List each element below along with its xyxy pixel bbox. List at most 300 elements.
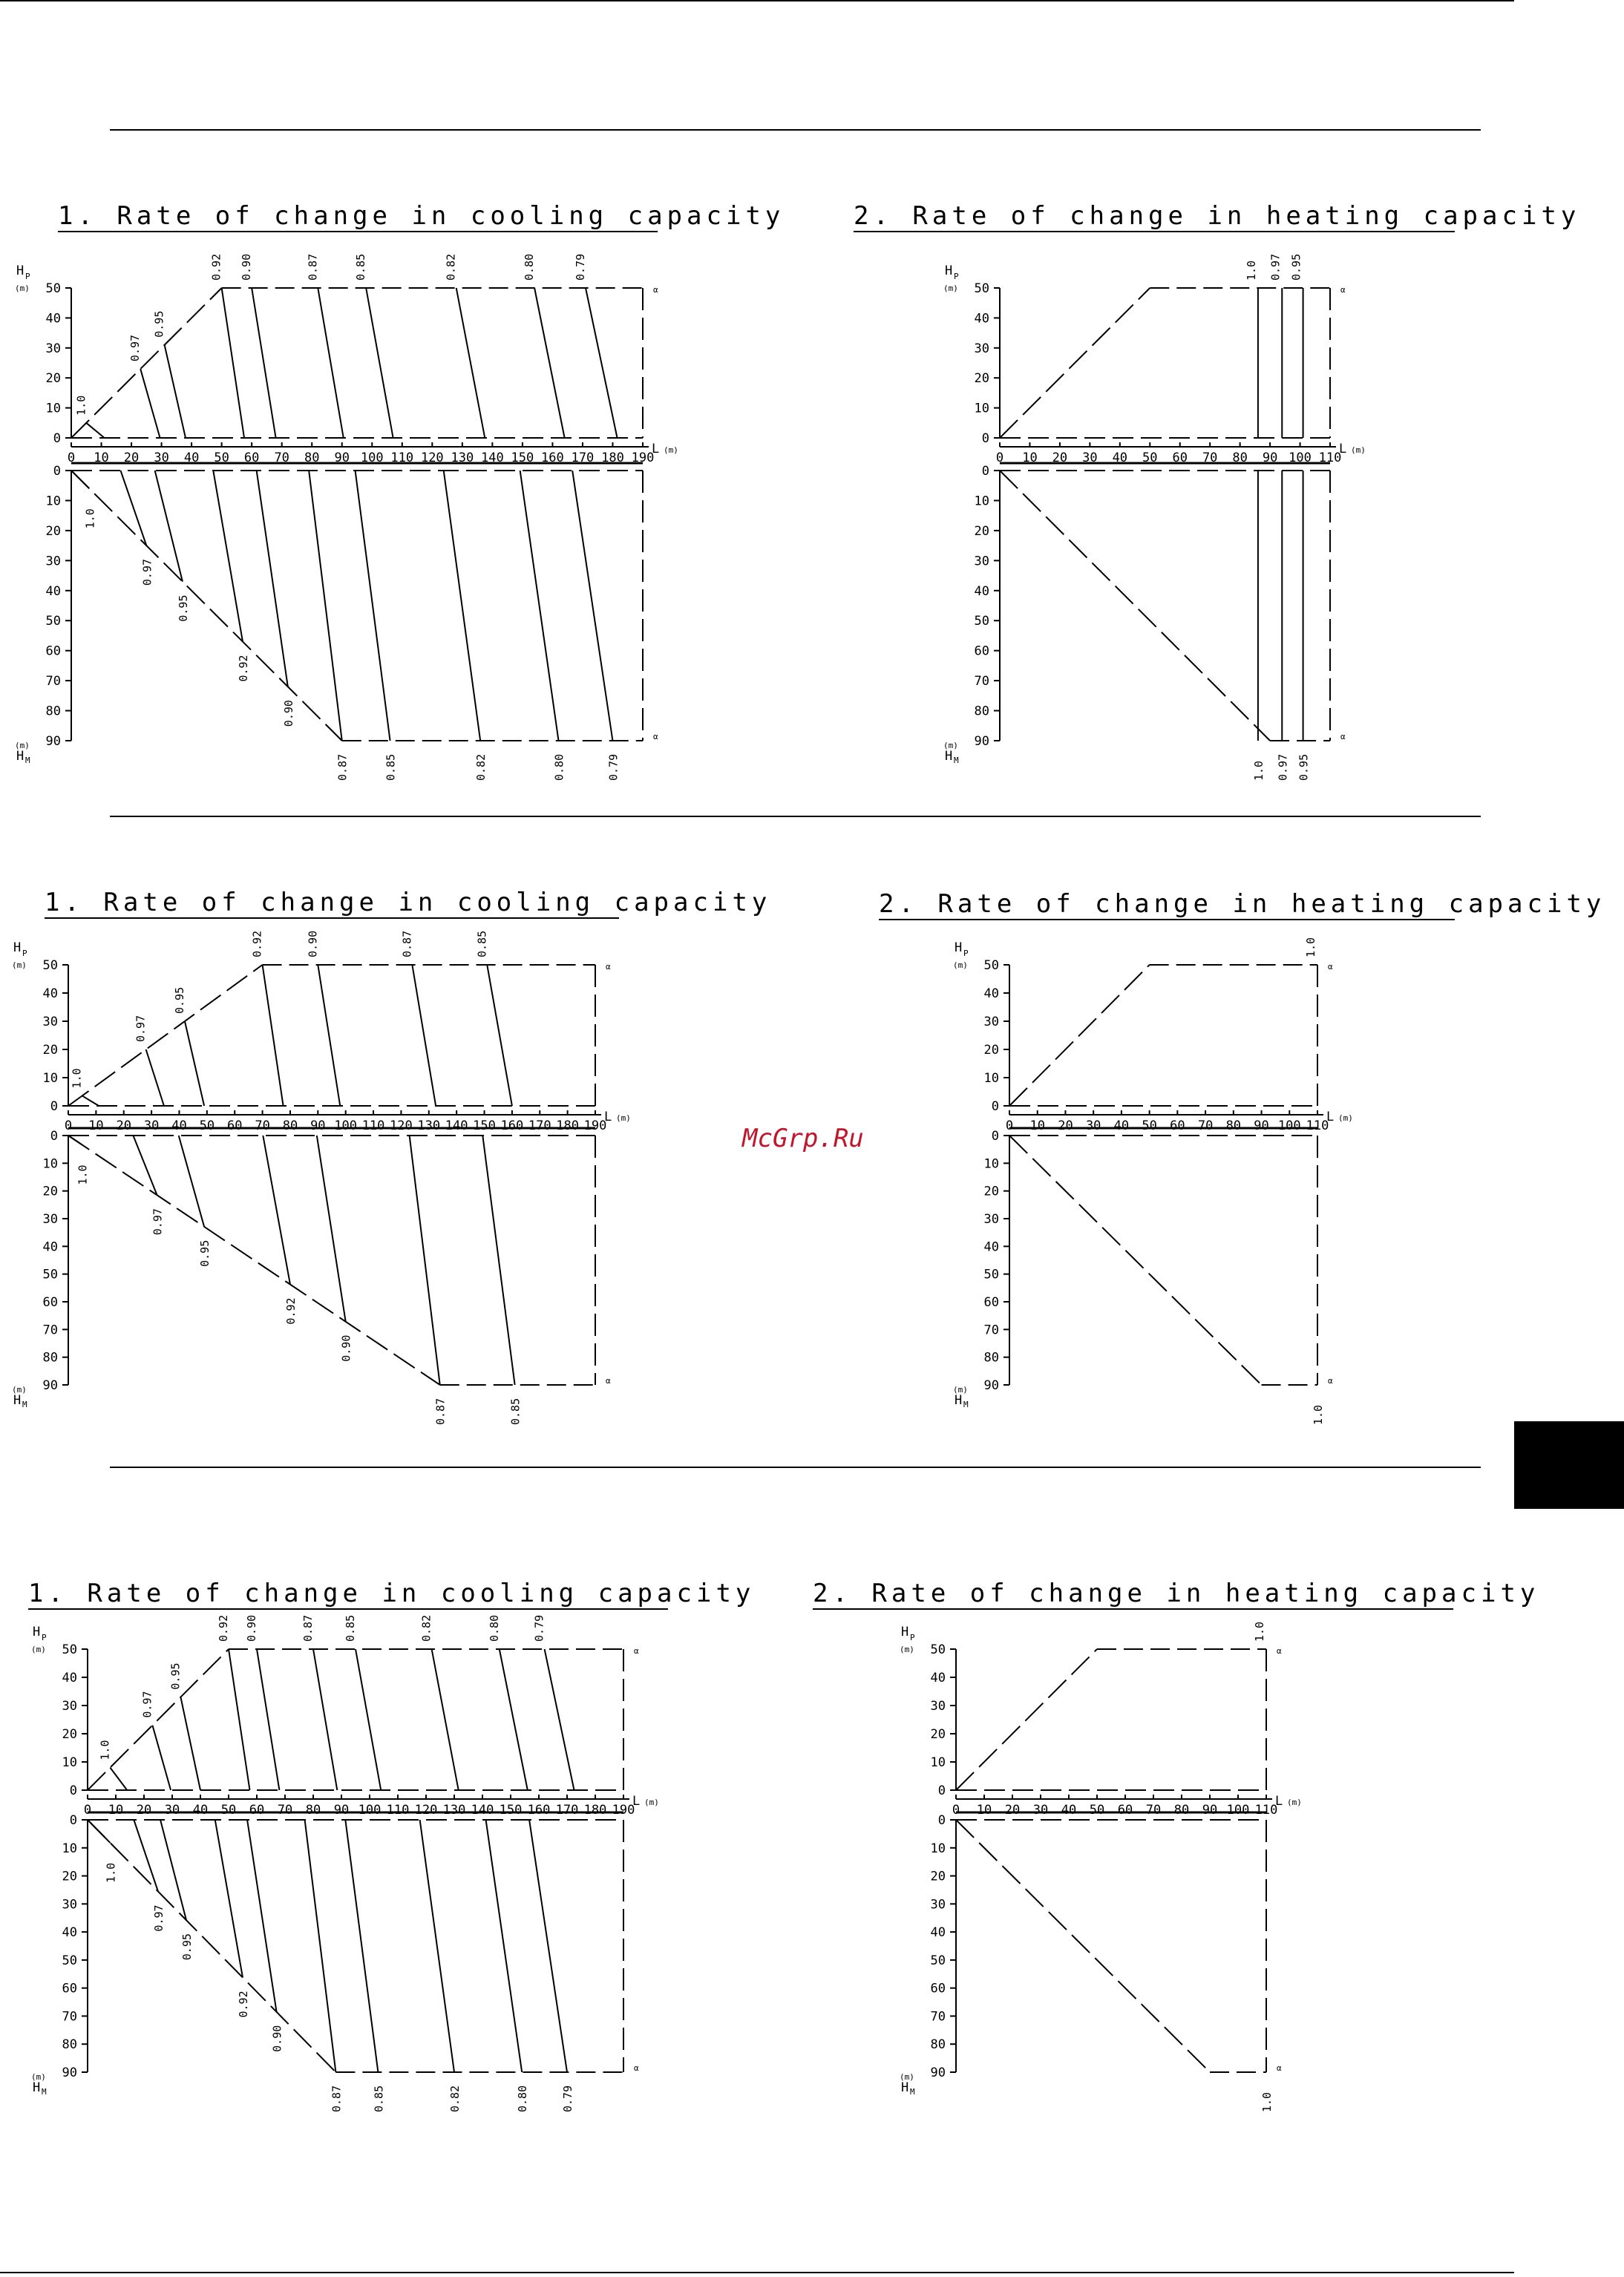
sec1-cooling-lower-curve-label-0.82: 0.82	[474, 753, 488, 781]
sec1-heating-hp-tick-label: 40	[974, 311, 989, 327]
sec2-heating-hm-tick-label: 50	[983, 1267, 999, 1282]
sec3-cooling-x-tick-label: 180	[583, 1803, 607, 1818]
sec1-cooling-lower-curve-label-0.80: 0.80	[552, 753, 566, 781]
sec2-cooling-upper-curve-1.0	[82, 1095, 99, 1106]
sec2-heating-x-tick-label: 60	[1170, 1118, 1185, 1133]
sec2-heating-alpha-upper: α	[1328, 962, 1333, 972]
sec3-heating-l-unit: (m)	[1287, 1798, 1302, 1807]
sec1-cooling-upper-curve-label-0.95: 0.95	[152, 310, 166, 338]
sec1-heating-upper-boundary	[1000, 288, 1150, 438]
sec3-heating-lower-boundary	[956, 1820, 1210, 2072]
sec1-cooling-x-tick-label: 70	[274, 451, 289, 465]
sec2-heating-hp-tick-label: 10	[983, 1071, 999, 1086]
sec1-cooling-title: 1. Rate of change in cooling capacity	[58, 201, 785, 231]
sec2-cooling-hp-unit: (m)	[12, 960, 27, 970]
sec3-cooling-upper-curve-label-0.92: 0.92	[217, 1614, 230, 1642]
sec1-cooling-lower-curve-0.95	[155, 471, 183, 582]
sec1-cooling-lower-curve-label-0.90: 0.90	[281, 700, 295, 727]
sec3-cooling-upper-curve-0.87	[313, 1649, 337, 1790]
sec3-cooling-hm-label: H	[33, 2080, 41, 2095]
sec2-cooling-hm-tick-label: 70	[42, 1323, 58, 1338]
sec1-heating-x-tick-label: 100	[1289, 451, 1312, 465]
sec1-cooling-hm-tick-label: 40	[45, 583, 61, 599]
sec3-cooling-upper-curve-0.92	[229, 1649, 250, 1790]
sec2-cooling-lower-curve-0.85	[482, 1136, 514, 1385]
sec3-cooling-upper-curve-0.97	[152, 1726, 171, 1790]
sec1-cooling-lower-curve-label-0.85: 0.85	[384, 753, 398, 781]
sec1-heating-hm-unit: (m)	[943, 741, 958, 750]
sec2-heating-alpha-lower: α	[1328, 1376, 1333, 1386]
sec3-heating-hp-tick-label: 50	[930, 1642, 946, 1657]
sec3-cooling-x-tick-label: 20	[136, 1803, 152, 1818]
sec2-cooling-hm-tick-label: 50	[42, 1267, 58, 1282]
sec2-cooling-lower-curve-0.92	[263, 1136, 290, 1285]
sec2-cooling-x-tick-label: 80	[282, 1118, 298, 1133]
sec3-cooling-hm-tick-label: 60	[62, 1981, 77, 1996]
sec1-cooling-lower-curve-0.80	[520, 471, 559, 741]
sec1-heating-hm-tick-label: 60	[974, 643, 989, 659]
sec1-cooling-hm-tick-label: 80	[45, 704, 61, 719]
sec3-heating-hm-tick-label: 80	[930, 2037, 946, 2053]
sec3-heating-alpha-upper: α	[1277, 1646, 1282, 1656]
sec3-heating-x-tick-label: 0	[952, 1803, 960, 1818]
sec3-cooling-x-tick-label: 140	[471, 1803, 494, 1818]
sec3-cooling-x-tick-label: 110	[386, 1803, 410, 1818]
sec2-cooling-hp-tick-label: 40	[42, 986, 58, 1001]
sec1-cooling-hm-tick-label: 30	[45, 554, 61, 569]
sec2-cooling-upper-curve-0.90	[318, 965, 340, 1106]
sec3-heating-hp-tick-label: 0	[937, 1783, 946, 1798]
sec2-cooling-hp-tick-label: 10	[42, 1071, 58, 1086]
charts-layer	[12, 201, 1605, 2112]
sec2-cooling-upper-curve-0.95	[185, 1021, 204, 1106]
sec3-cooling-lower-curve-label-0.95: 0.95	[180, 1933, 194, 1961]
sec2-heating-hm-tick-label: 70	[983, 1323, 999, 1338]
sec2-cooling-upper-curve-label-0.87: 0.87	[400, 930, 414, 957]
sec3-heating-alpha-lower: α	[1277, 2063, 1282, 2073]
sec2-cooling-upper-curve-label-0.95: 0.95	[172, 986, 186, 1014]
sec3-cooling-hm-tick-label: 10	[62, 1841, 77, 1856]
sec2-cooling-lower-curve-label-0.92: 0.92	[284, 1297, 298, 1325]
sec1-cooling-x-tick-label: 170	[571, 451, 595, 465]
sec1-heating-x-tick-label: 70	[1202, 451, 1218, 465]
sec1-heating-hm-tick-label: 70	[974, 674, 989, 689]
sec3-cooling-upper-curve-0.90	[257, 1649, 279, 1790]
sec2-cooling-upper-curve-0.97	[146, 1049, 164, 1106]
sec3-cooling-hm-tick-label: 90	[62, 2065, 77, 2080]
sec2-cooling-x-tick-label: 170	[528, 1118, 551, 1133]
sec2-cooling-x-tick-label: 180	[556, 1118, 579, 1133]
sec1-cooling-upper-curve-0.92	[222, 288, 244, 438]
sec3-cooling-lower-curve-0.85	[345, 1820, 378, 2072]
sec2-heating-hm-unit: (m)	[953, 1385, 968, 1395]
sec1-cooling-lower-curve-label-0.97: 0.97	[140, 558, 154, 586]
sec1-heating-hp-sub: P	[954, 272, 959, 281]
sec2-cooling-upper-curve-0.85	[487, 965, 512, 1106]
sec1-cooling-hm-sub: M	[25, 756, 30, 765]
sec1-cooling-upper-curve-0.97	[140, 369, 160, 438]
sec1-heating-hp-tick-label: 50	[974, 281, 989, 296]
sec1-cooling-hp-tick-label: 40	[45, 311, 61, 327]
sec1-cooling-x-tick-label: 180	[601, 451, 624, 465]
sec1-cooling-lower-curve-label-0.95: 0.95	[176, 594, 190, 622]
sec3-cooling-title: 1. Rate of change in cooling capacity	[28, 1579, 756, 1608]
sec3-cooling-lower-boundary	[88, 1820, 335, 2072]
sec2-heating-hm-tick-label: 40	[983, 1239, 999, 1255]
sec3-cooling-hm-tick-label: 80	[62, 2037, 77, 2053]
sec3-cooling-x-tick-label: 0	[83, 1803, 92, 1818]
sec2-cooling-alpha-upper: α	[606, 962, 611, 972]
sec2-heating-l-label: L	[1326, 1110, 1335, 1124]
sec1-cooling-hm-tick-label: 10	[45, 494, 61, 509]
sec3-heating-hm-sub: M	[910, 2087, 915, 2097]
sec1-heating-hp-tick-label: 20	[974, 371, 989, 387]
sec3-cooling-lower-curve-label-0.85: 0.85	[372, 2085, 386, 2112]
sec2-cooling-alpha-lower: α	[606, 1376, 611, 1386]
sec2-heating-hp-sub: P	[963, 949, 969, 958]
sec2-heating-hm-label: H	[955, 1393, 963, 1408]
sec2-cooling-lower-curve-0.97	[133, 1136, 157, 1195]
sec3-heating-hm-tick-label: 10	[930, 1841, 946, 1856]
sec3-cooling-hm-tick-label: 20	[62, 1869, 77, 1884]
sec1-heating-hm-tick-label: 40	[974, 583, 989, 599]
sec2-cooling-x-tick-label: 160	[500, 1118, 524, 1133]
sec1-cooling-upper-curve-label-0.97: 0.97	[128, 334, 143, 362]
sec2-cooling-l-unit: (m)	[616, 1113, 631, 1123]
sec3-cooling-x-tick-label: 90	[333, 1803, 350, 1818]
sec3-heating-l-label: L	[1275, 1794, 1283, 1809]
sec3-cooling-lower-curve-label-1.0: 1.0	[104, 1862, 118, 1883]
sec1-cooling-x-tick-label: 90	[334, 451, 350, 465]
sec2-heating-x-tick-label: 50	[1142, 1118, 1157, 1133]
sec2-heating-hm-tick-label: 20	[983, 1184, 999, 1199]
sec2-heating-hm-tick-label: 80	[983, 1350, 999, 1366]
sec1-cooling-lower-curve-label-1.0: 1.0	[83, 508, 97, 529]
sec3-cooling-alpha-upper: α	[634, 1646, 639, 1656]
sec3-heating-hp-tick-label: 10	[930, 1755, 946, 1770]
sec3-cooling-lower-curve-label-0.80: 0.80	[516, 2085, 530, 2112]
sec1-heating-x-tick-label: 30	[1082, 451, 1098, 465]
sec3-cooling-x-tick-label: 80	[305, 1803, 321, 1818]
sec2-heating-hp-tick-label: 20	[983, 1043, 999, 1058]
sec1-cooling-hm-tick-label: 50	[45, 614, 61, 629]
sec3-heating-hm-label: H	[901, 2080, 909, 2095]
sec3-cooling-upper-boundary	[88, 1649, 229, 1790]
sec1-heating-hm-tick-label: 0	[981, 464, 989, 479]
sec1-heating-hm-tick-label: 80	[974, 704, 989, 719]
sec2-heating-hp-tick-label: 0	[991, 1099, 999, 1114]
sec2-cooling-upper-boundary	[68, 965, 263, 1106]
sec2-cooling-hm-tick-label: 20	[42, 1184, 58, 1199]
sec2-heating-hm-tick-label: 60	[983, 1295, 999, 1310]
sec2-cooling-hm-tick-label: 60	[42, 1295, 58, 1310]
sec3-heating-upper-line-label-1.0: 1.0	[1253, 1621, 1266, 1642]
sec2-heating-hm-tick-label: 10	[983, 1156, 999, 1172]
sec2-cooling-hp-tick-label: 0	[50, 1099, 58, 1114]
sec1-heating-hp-label: H	[945, 263, 953, 278]
sec1-cooling-upper-curve-0.79	[586, 288, 618, 438]
sec1-heating-x-tick-label: 50	[1142, 451, 1158, 465]
sec2-cooling-x-tick-label: 40	[171, 1118, 187, 1133]
sec1-cooling-upper-curve-label-0.80: 0.80	[523, 253, 537, 281]
sec3-cooling-hm-tick-label: 50	[62, 1953, 77, 1968]
sec3-cooling-x-tick-label: 150	[499, 1803, 523, 1818]
sec2-cooling-title: 1. Rate of change in cooling capacity	[45, 888, 772, 917]
sec3-cooling-hm-tick-label: 30	[62, 1897, 77, 1913]
sec2-cooling-upper-curve-label-0.92: 0.92	[250, 930, 264, 957]
sec3-cooling-upper-curve-0.80	[500, 1649, 528, 1790]
sec3-cooling-x-tick-label: 10	[108, 1803, 124, 1818]
sec1-cooling-upper-boundary	[71, 288, 222, 438]
sec1-cooling-lower-curve-0.97	[120, 471, 146, 546]
sec3-cooling-hp-unit: (m)	[31, 1645, 46, 1654]
sec2-cooling-upper-curve-label-0.97: 0.97	[134, 1015, 148, 1042]
sec2-cooling-x-tick-label: 70	[255, 1118, 270, 1133]
sec1-heating-x-tick-label: 10	[1022, 451, 1038, 465]
sec2-cooling-lower-curve-0.90	[317, 1136, 346, 1322]
sec1-cooling-x-tick-label: 140	[481, 451, 504, 465]
sec1-heating-x-tick-label: 0	[995, 451, 1004, 465]
sec1-heating-l-label: L	[1339, 442, 1347, 456]
sec1-cooling-hp-unit: (m)	[15, 284, 30, 293]
sec1-cooling-upper-curve-label-0.79: 0.79	[574, 253, 587, 281]
sec2-cooling-l-label: L	[604, 1110, 612, 1124]
sec3-cooling-lower-curve-1.0	[88, 1820, 110, 1843]
sec2-heating-hp-tick-label: 30	[983, 1015, 999, 1029]
sec3-cooling-hm-tick-label: 70	[62, 2009, 77, 2025]
sec1-heating-x-tick-label: 110	[1318, 451, 1342, 465]
sec1-heating-title: 2. Rate of change in heating capacity	[854, 201, 1581, 231]
sec1-cooling-lower-curve-label-0.79: 0.79	[606, 753, 621, 781]
sec1-cooling-hm-label: H	[16, 749, 24, 764]
sec3-cooling-x-tick-label: 40	[192, 1803, 209, 1818]
sec1-cooling-x-tick-label: 160	[541, 451, 564, 465]
sec2-heating-x-tick-label: 90	[1254, 1118, 1269, 1133]
sec3-heating-hp-unit: (m)	[900, 1645, 914, 1654]
sec1-cooling-x-tick-label: 0	[67, 451, 76, 465]
sec2-cooling-hp-tick-label: 30	[42, 1015, 58, 1029]
sec1-cooling-lower-curve-0.87	[309, 471, 342, 741]
sec1-heating-hm-tick-label: 10	[974, 494, 989, 509]
sec3-heating-hp-tick-label: 30	[930, 1699, 946, 1714]
sec1-cooling-x-tick-label: 10	[94, 451, 109, 465]
sec2-cooling-hm-label: H	[13, 1393, 22, 1408]
sec2-heating-hp-tick-label: 50	[983, 958, 999, 973]
sec1-cooling-hm-tick-label: 90	[45, 734, 61, 749]
sec1-heating-hm-label: H	[945, 749, 953, 764]
sec3-heating-title: 2. Rate of change in heating capacity	[813, 1579, 1540, 1608]
sec2-heating-hm-tick-label: 90	[983, 1378, 999, 1393]
sec3-cooling-lower-curve-0.97	[134, 1820, 158, 1892]
sec2-cooling-lower-curve-0.87	[410, 1136, 440, 1385]
sec2-heating-x-tick-label: 10	[1029, 1118, 1045, 1133]
sec1-heating-hp-tick-label: 30	[974, 341, 989, 356]
sec1-cooling-upper-curve-label-0.87: 0.87	[306, 253, 320, 281]
sec2-cooling-upper-curve-label-0.90: 0.90	[306, 930, 320, 957]
sec1-heating-alpha-lower: α	[1340, 732, 1346, 741]
sec2-cooling-x-tick-label: 150	[473, 1118, 496, 1133]
sec2-cooling-hm-tick-label: 40	[42, 1239, 58, 1255]
sec3-cooling-lower-curve-label-0.79: 0.79	[561, 2085, 574, 2112]
sec1-cooling-x-tick-label: 100	[360, 451, 384, 465]
sec1-heating-hp-tick-label: 10	[974, 401, 989, 416]
sec1-cooling-x-tick-label: 20	[123, 451, 140, 465]
sec3-cooling-hp-tick-label: 0	[69, 1783, 77, 1798]
sec1-heating-hm-sub: M	[954, 756, 959, 765]
sec3-heating-hm-tick-label: 70	[930, 2009, 946, 2025]
sec2-heating-x-tick-label: 0	[1005, 1118, 1014, 1133]
sec1-cooling-upper-curve-label-0.85: 0.85	[354, 253, 368, 281]
sec3-cooling-hp-tick-label: 50	[62, 1642, 77, 1657]
sec2-cooling-x-tick-label: 90	[310, 1118, 326, 1133]
sec1-cooling-upper-curve-0.80	[534, 288, 565, 438]
sec3-cooling-upper-curve-label-0.79: 0.79	[532, 1614, 546, 1642]
sec1-cooling-hm-unit: (m)	[15, 741, 30, 750]
sec3-cooling-lower-curve-0.79	[529, 1820, 567, 2072]
sec3-cooling-lower-curve-0.90	[247, 1820, 277, 2012]
sec3-cooling-hm-tick-label: 40	[62, 1925, 77, 1941]
sec1-cooling-hp-tick-label: 10	[45, 401, 61, 416]
sec1-cooling-lower-curve-label-0.87: 0.87	[335, 753, 350, 781]
sec2-cooling-x-tick-label: 110	[361, 1118, 385, 1133]
sec2-cooling-hm-tick-label: 0	[50, 1129, 58, 1144]
sec2-heating-hp-tick-label: 40	[983, 986, 999, 1001]
sec2-cooling-x-tick-label: 190	[583, 1118, 607, 1133]
sec3-heating-hm-tick-label: 50	[930, 1953, 946, 1968]
sec3-heating-hm-tick-label: 90	[930, 2065, 946, 2080]
sec1-heating-hm-tick-label: 20	[974, 523, 989, 539]
sec2-heating-hp-label: H	[955, 940, 963, 955]
sec1-heating-hp-tick-label: 0	[981, 431, 989, 446]
sec3-heating-hp-tick-label: 40	[930, 1671, 946, 1685]
sec2-cooling-hp-label: H	[13, 940, 22, 955]
sec3-cooling-x-tick-label: 190	[612, 1803, 635, 1818]
sec1-heating-l-unit: (m)	[1351, 445, 1366, 455]
sec1-cooling-hm-tick-label: 60	[45, 643, 61, 659]
sec3-cooling-x-tick-label: 120	[414, 1803, 438, 1818]
sec1-heating-lower-boundary	[1000, 471, 1270, 741]
sec1-heating-hp-unit: (m)	[943, 284, 958, 293]
sec3-cooling-upper-curve-0.85	[356, 1649, 381, 1790]
sec3-cooling-hp-tick-label: 30	[62, 1699, 77, 1714]
sec2-heating-hm-tick-label: 30	[983, 1212, 999, 1227]
sec2-cooling-hm-unit: (m)	[12, 1385, 27, 1395]
sec1-cooling-upper-curve-1.0	[86, 423, 104, 438]
sec2-heating-lower-line-label-1.0: 1.0	[1312, 1404, 1325, 1425]
sec1-cooling-lower-curve-0.82	[444, 471, 480, 741]
sec1-cooling-upper-curve-label-1.0: 1.0	[74, 395, 88, 416]
sec3-cooling-alpha-lower: α	[634, 2063, 639, 2073]
sec1-cooling-upper-curve-label-0.82: 0.82	[444, 253, 458, 281]
sec1-heating-x-tick-label: 60	[1172, 451, 1188, 465]
sec2-cooling-x-tick-label: 20	[116, 1118, 131, 1133]
sec1-cooling-lower-curve-0.90	[257, 471, 288, 687]
sec3-heating-x-tick-label: 20	[1004, 1803, 1021, 1818]
sec1-cooling-upper-curve-0.85	[366, 288, 393, 438]
sec3-heating-x-tick-label: 60	[1117, 1803, 1133, 1818]
sec1-cooling-x-tick-label: 120	[420, 451, 444, 465]
sec2-heating-upper-boundary	[1009, 965, 1150, 1106]
sec1-cooling-x-tick-label: 30	[154, 451, 169, 465]
sec2-heating-x-tick-label: 20	[1058, 1118, 1073, 1133]
sec2-heating-upper-line-label-1.0: 1.0	[1304, 937, 1317, 957]
sec2-cooling-hm-sub: M	[22, 1400, 27, 1409]
sec3-cooling-lower-curve-0.82	[420, 1820, 454, 2072]
sec3-cooling-upper-curve-0.79	[545, 1649, 574, 1790]
sec2-heating-title: 2. Rate of change in heating capacity	[879, 889, 1606, 919]
sec3-cooling-x-tick-label: 60	[249, 1803, 265, 1818]
sec1-heating-x-tick-label: 20	[1052, 451, 1068, 465]
sec1-heating-upper-line-label-1.0: 1.0	[1244, 260, 1258, 281]
sec3-heating-hp-label: H	[901, 1625, 909, 1639]
sec3-heating-x-tick-label: 70	[1145, 1803, 1162, 1818]
sec2-heating-x-tick-label: 30	[1085, 1118, 1101, 1133]
sec3-cooling-lower-curve-0.80	[486, 1820, 523, 2072]
sec1-cooling-alpha-lower: α	[653, 732, 658, 741]
sec2-cooling-x-tick-label: 50	[199, 1118, 215, 1133]
sec1-heating-hm-tick-label: 90	[974, 734, 989, 749]
sec1-cooling-lower-curve-0.85	[356, 471, 390, 741]
sec1-cooling-hp-label: H	[16, 263, 24, 278]
sec1-heating-lower-line-label-0.97: 0.97	[1276, 753, 1290, 781]
sec1-cooling-upper-curve-0.87	[318, 288, 343, 438]
sec3-heating-x-tick-label: 90	[1202, 1803, 1218, 1818]
sec2-cooling-lower-curve-1.0	[68, 1136, 82, 1145]
sec2-cooling-hm-tick-label: 90	[42, 1378, 58, 1393]
sec3-cooling-upper-curve-label-0.85: 0.85	[344, 1614, 357, 1642]
sec3-cooling-hm-sub: M	[42, 2087, 47, 2097]
sec1-cooling-upper-curve-0.95	[165, 345, 186, 438]
sec3-heating-x-tick-label: 30	[1032, 1803, 1049, 1818]
sec3-cooling-x-tick-label: 170	[555, 1803, 579, 1818]
sec3-heating-hp-tick-label: 20	[930, 1727, 946, 1742]
chapter-tab[interactable]	[1514, 1421, 1624, 1509]
sec2-cooling-lower-curve-label-1.0: 1.0	[76, 1164, 90, 1185]
sec1-heating-upper-line-label-0.97: 0.97	[1268, 253, 1283, 281]
sec3-cooling-l-unit: (m)	[644, 1798, 659, 1807]
sec2-cooling-lower-boundary	[68, 1136, 440, 1385]
sec2-cooling-hp-tick-label: 20	[42, 1043, 58, 1058]
sec3-cooling-upper-curve-0.95	[180, 1697, 200, 1790]
sec1-heating-x-tick-label: 80	[1232, 451, 1248, 465]
sec2-cooling-hm-tick-label: 80	[42, 1350, 58, 1366]
sec3-cooling-lower-curve-label-0.90: 0.90	[270, 2025, 284, 2052]
sec1-cooling-x-tick-label: 190	[631, 451, 655, 465]
sec3-cooling-hm-unit: (m)	[31, 2072, 46, 2082]
sec3-heating-upper-boundary	[956, 1649, 1097, 1790]
sec2-cooling-lower-curve-label-0.90: 0.90	[339, 1334, 353, 1362]
sec3-heating-hm-tick-label: 30	[930, 1897, 946, 1913]
sec1-cooling-lower-curve-label-0.92: 0.92	[237, 655, 250, 682]
sec2-cooling-x-tick-label: 130	[417, 1118, 441, 1133]
sec3-cooling-x-tick-label: 70	[277, 1803, 293, 1818]
sec2-cooling-upper-curve-0.87	[412, 965, 436, 1106]
sec1-heating-upper-line-label-0.95: 0.95	[1289, 253, 1303, 281]
sec1-heating-hm-tick-label: 50	[974, 614, 989, 629]
sec3-cooling-upper-curve-label-0.95: 0.95	[168, 1662, 183, 1690]
sec1-cooling-upper-curve-label-0.90: 0.90	[240, 253, 254, 281]
sec2-heating-lower-boundary	[1009, 1136, 1262, 1385]
sec2-cooling-lower-curve-label-0.97: 0.97	[151, 1208, 165, 1236]
sec2-heating-hm-sub: M	[963, 1400, 969, 1409]
sec3-cooling-hm-tick-label: 0	[69, 1813, 77, 1828]
sec1-cooling-hm-tick-label: 70	[45, 674, 61, 689]
sec3-heating-x-tick-label: 100	[1226, 1803, 1250, 1818]
sec1-heating-alpha-upper: α	[1340, 285, 1346, 295]
sec3-cooling-x-tick-label: 100	[358, 1803, 382, 1818]
sec3-heating-hm-tick-label: 40	[930, 1925, 946, 1941]
sec2-cooling-hp-sub: P	[22, 949, 27, 958]
